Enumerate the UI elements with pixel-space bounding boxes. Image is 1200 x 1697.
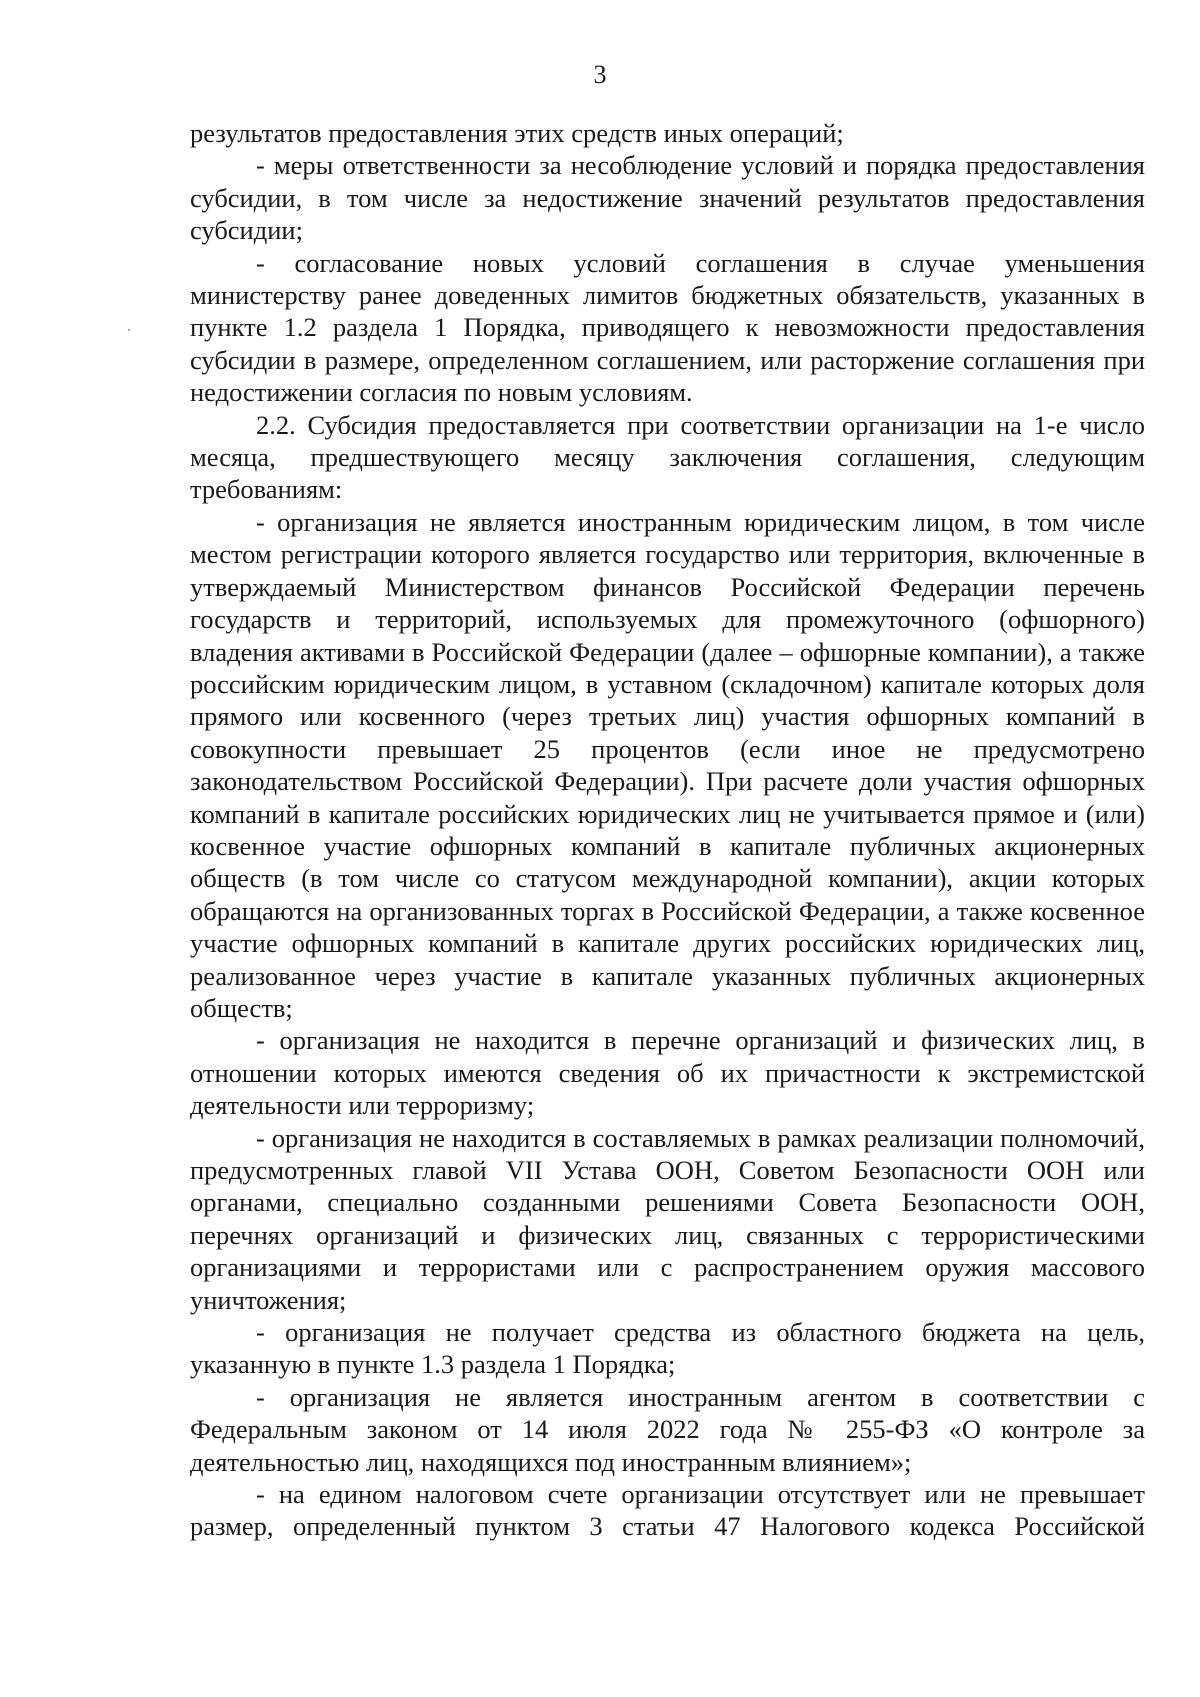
paragraph-not-foreign-entity: - организация не является иностранным юридическим лицом, в том числе местом регистрации которого является государство или территория, включенные в утверждаемый Министерством финансов Российской Федерации перечень государств и территорий, используемых для промежуточного (офшорного) владения активами в Российской Федерации (далее – офшорные компании), а также российским юридическим лицом, в уставном (складочном) капитале которых доля прямого или косвенного (через третьих лиц) участия офшорных компаний в совокупности превышает 25 процентов (если иное не предусмотрено законодательством Российской Федерации). При расчете доли участия офшорных компаний в капитале российских юридических лиц не учитывается прямое и (или) косвенное участие офшорных компаний в капитале публичных акционерных обществ (в том числе со статусом международной компании), акции которых обращаются на организованных торгах в Российской Федерации, а также косвенное участие офшорных компаний в капитале других российских юридических лиц, реализованное через участие в капитале указанных публичных акционерных обществ; [190,506,1145,1023]
paragraph-continuation: результатов предоставления этих средств иных операций; [190,118,844,148]
page-number: 3 [593,60,607,89]
paragraph-responsibility-measures: - меры ответственности за несоблюдение условий и порядка предоставления субсидии, в том числе за недостижение значений результатов предоставления субсидии; [190,150,1145,246]
paragraph-not-foreign-agent: - организация не является иностранным агентом в соответствии с Федеральным законом от 14 июля 2022 года № 255-ФЗ «О контроле за деятельностью лиц, находящихся под иностранным влиянием»; [190,1381,1145,1477]
document-body [190,117,1145,1543]
paragraph-un-lists: - организация не находится в составляемых в рамках реализации полномочий, предусмотренных главой VII Устава ООН, Советом Безопасности ООН или органами, специально созданными решениями Совета Безопасности ООН, перечнях организаций и физических лиц, связанных с террористическими организациями и террористами или с распространением оружия массового уничтожения; [190,1122,1145,1315]
paragraph-section-2-2: 2.2. Субсидия предоставляется при соответствии организации на 1-е число месяца, предшествующего месяцу заключения соглашения, следующим требованиям: [190,409,1145,505]
paragraph-no-regional-budget: - организация не получает средства из областного бюджета на цель, указанную в пункте 1.3 раздела 1 Порядка; [190,1317,1145,1380]
paragraph-new-conditions: - согласование новых условий соглашения в случае уменьшения министерству ранее доведенных лимитов бюджетных обязательств, указанных в пункте 1.2 раздела 1 Порядка, приводящего к невозможности предоставления субсидии в размере, определенном соглашением, или расторжение соглашения при недостижении согласия по новым условиям. [190,247,1145,408]
paragraph-extremism-list: - организация не находится в перечне организаций и физических лиц, в отношении которых имеются сведения об их причастности к экстремистской деятельности или терроризму; [190,1025,1145,1121]
scan-speck [128,329,130,331]
paragraph-tax-account: - на едином налоговом счете организации отсутствует или не превышает размер, определенный пунктом 3 статьи 47 Налогового кодекса Российской [190,1479,1145,1542]
